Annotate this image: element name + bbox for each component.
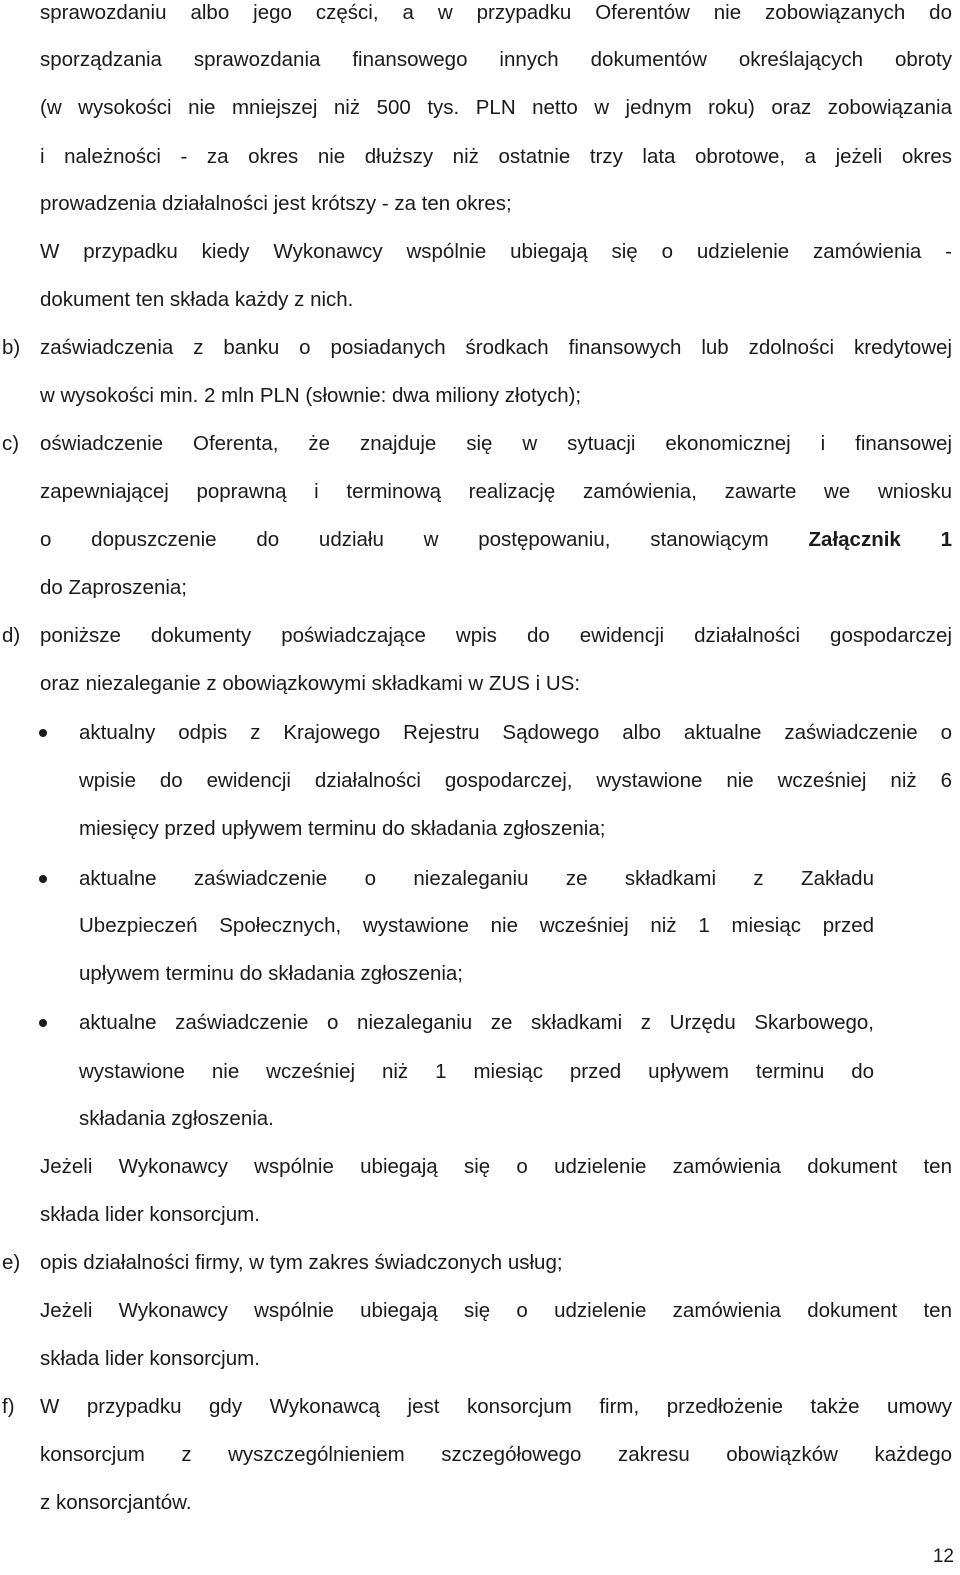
list-marker-f: f)	[2, 1395, 15, 1418]
text-line: aktualne zaświadczenie o niezaleganiu ze składkami z Urzędu Skarbowego,	[79, 1011, 874, 1034]
text-line: prowadzenia działalności jest krótszy - za ten okres;	[40, 192, 512, 215]
page-number: 12	[932, 1546, 954, 1567]
text-line: aktualne zaświadczenie o niezaleganiu ze składkami z Zakładu	[79, 867, 874, 890]
text-line: do Zaproszenia;	[40, 576, 188, 599]
text-line: w wysokości min. 2 mln PLN (słownie: dwa miliony złotych);	[40, 384, 582, 407]
text-line: Jeżeli Wykonawcy wspólnie ubiegają się o udzielenie zamówienia dokument ten	[40, 1155, 952, 1178]
text-line: W przypadku kiedy Wykonawcy wspólnie ubiegają się o udzielenie zamówienia -	[40, 240, 952, 263]
text-line: składa lider konsorcjum.	[40, 1347, 260, 1370]
text-line: zaświadczenia z banku o posiadanych środkach finansowych lub zdolności kredytowej	[40, 336, 952, 359]
text-line: W przypadku gdy Wykonawcą jest konsorcjum firm, przedłożenie także umowy	[40, 1395, 952, 1418]
text-line: dokument ten składa każdy z nich.	[40, 288, 354, 311]
bullet-icon	[39, 875, 47, 883]
text-line: Ubezpieczeń Społecznych, wystawione nie wcześniej niż 1 miesiąc przed	[79, 914, 874, 937]
text-line: z konsorcjantów.	[40, 1491, 192, 1514]
text-line	[40, 527, 952, 553]
text-line: opis działalności firmy, w tym zakres świadczonych usług;	[40, 1251, 563, 1274]
text-line: upływem terminu do składania zgłoszenia;	[79, 962, 464, 985]
text-line: składa lider konsorcjum.	[40, 1203, 260, 1226]
text-segment: o dopuszczenie do udziału w postępowaniu, stanowiącym	[40, 528, 769, 551]
text-line: poniższe dokumenty poświadczające wpis do ewidencji działalności gospodarczej	[40, 624, 952, 647]
text-line: oświadczenie Oferenta, że znajduje się w sytuacji ekonomicznej i finansowej	[40, 432, 952, 455]
text-line: konsorcjum z wyszczególnieniem szczegółowego zakresu obowiązków każdego	[40, 1443, 952, 1466]
bullet-icon	[39, 1019, 47, 1027]
list-marker-e: e)	[2, 1251, 21, 1274]
text-line: sprawozdaniu albo jego części, a w przypadku Oferentów nie zobowiązanych do	[40, 1, 952, 24]
list-marker-d: d)	[2, 624, 21, 647]
text-line: oraz niezaleganie z obowiązkowymi składkami w ZUS i US:	[40, 672, 581, 695]
list-marker-c: c)	[2, 432, 20, 455]
text-line: i należności - za okres nie dłuższy niż ostatnie trzy lata obrotowe, a jeżeli okres	[40, 145, 952, 168]
text-line: miesięcy przed upływem terminu do składania zgłoszenia;	[79, 817, 606, 840]
text-line: sporządzania sprawozdania finansowego innych dokumentów określających obroty	[40, 48, 952, 71]
text-line: wystawione nie wcześniej niż 1 miesiąc przed upływem terminu do	[79, 1060, 874, 1083]
text-line: wpisie do ewidencji działalności gospodarczej, wystawione nie wcześniej niż 6	[79, 769, 952, 792]
text-line: Jeżeli Wykonawcy wspólnie ubiegają się o udzielenie zamówienia dokument ten	[40, 1299, 952, 1322]
text-line: zapewniającej poprawną i terminową realizację zamówienia, zawarte we wniosku	[40, 480, 952, 503]
attachment-reference: Załącznik 1	[808, 528, 952, 551]
bullet-icon	[39, 729, 47, 737]
text-line: składania zgłoszenia.	[79, 1107, 274, 1130]
text-line: aktualny odpis z Krajowego Rejestru Sądowego albo aktualne zaświadczenie o	[79, 721, 952, 744]
text-line: (w wysokości nie mniejszej niż 500 tys. PLN netto w jednym roku) oraz zobowiązania	[40, 96, 952, 119]
list-marker-b: b)	[2, 336, 21, 359]
